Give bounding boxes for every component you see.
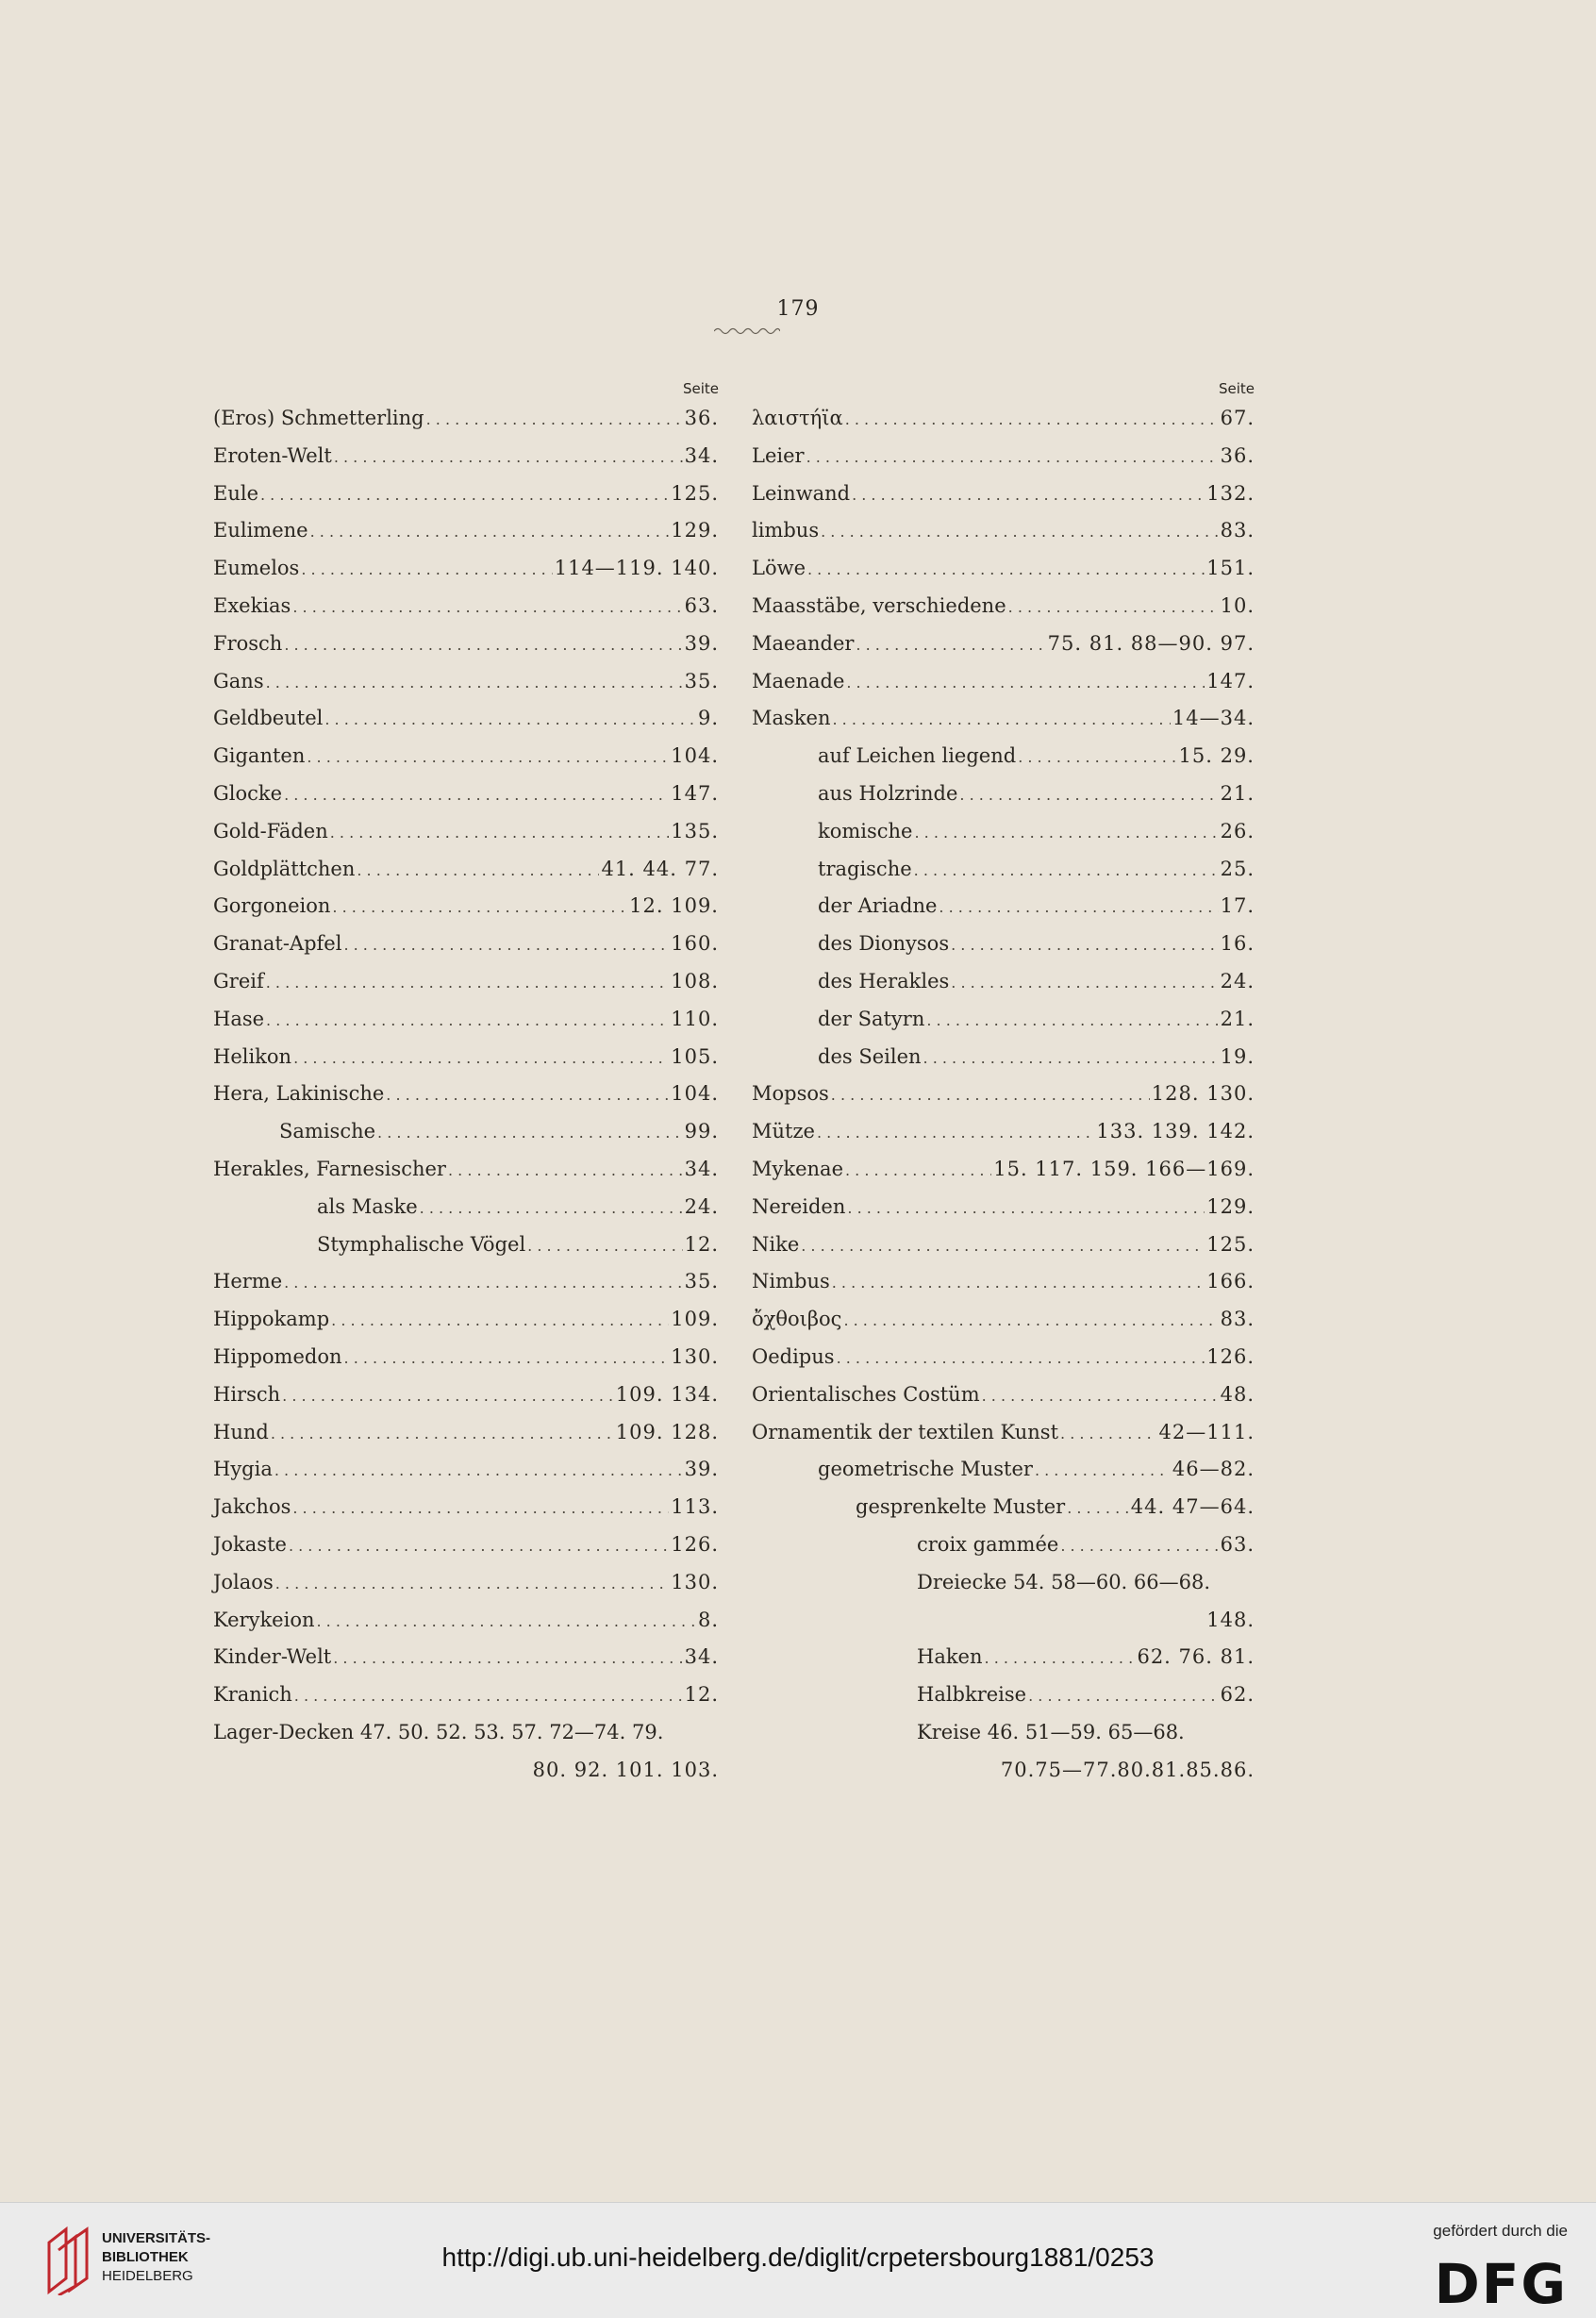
- index-entry: [752, 1339, 1255, 1376]
- index-page-refs: 128. 130.: [1151, 1082, 1255, 1106]
- index-page-refs: 109. 134.: [615, 1382, 719, 1406]
- index-entry: [752, 1451, 1255, 1489]
- index-page-refs: 114—119. 140.: [554, 557, 719, 580]
- index-term: Greif: [213, 969, 264, 992]
- index-term: Herakles, Farnesischer: [213, 1157, 446, 1180]
- dot-leader: [1008, 589, 1219, 626]
- dot-leader: [923, 1040, 1219, 1077]
- index-entry: [213, 1564, 719, 1602]
- index-page-refs: 26.: [1220, 819, 1255, 842]
- index-term: der Satyrn: [818, 1007, 925, 1030]
- index-entry: [752, 1113, 1255, 1151]
- index-entry: [213, 1076, 719, 1113]
- dot-leader: [846, 664, 1205, 702]
- permalink-url[interactable]: http://digi.ub.uni-heidelberg.de/diglit/crpetersbourg1881/0253: [441, 2243, 1155, 2272]
- dot-leader: [807, 551, 1205, 589]
- index-term: Frosch: [213, 631, 283, 655]
- index-term: Samische: [279, 1120, 376, 1143]
- dot-leader: [845, 1152, 991, 1190]
- index-page-refs: 44. 47—64.: [1130, 1495, 1255, 1519]
- dot-leader: [282, 1377, 614, 1415]
- index-entry: [213, 700, 719, 738]
- index-entry: [752, 625, 1255, 663]
- index-entry: [752, 475, 1255, 513]
- index-entry: [213, 1451, 719, 1489]
- index-entry: [752, 1414, 1255, 1452]
- index-page-refs: 15. 117. 159. 166—169.: [993, 1157, 1255, 1180]
- index-page-refs: 147.: [1206, 669, 1255, 692]
- index-page-refs: 108.: [671, 969, 719, 992]
- index-page-refs: 8.: [697, 1608, 719, 1631]
- index-entry: [752, 1639, 1255, 1676]
- index-entry: [213, 1526, 719, 1564]
- index-term: λαιστήϊα: [752, 407, 843, 429]
- index-term: Eumelos: [213, 557, 300, 580]
- index-page-refs: 104.: [671, 744, 719, 768]
- index-term: des Herakles: [818, 969, 950, 992]
- dot-leader: [847, 1190, 1205, 1227]
- index-entry: [213, 1414, 719, 1452]
- index-entry: [752, 400, 1255, 438]
- index-term: tragische: [818, 857, 912, 880]
- index-page-refs: 67.: [1220, 407, 1255, 429]
- index-term: Nimbus: [752, 1270, 830, 1293]
- index-entry: [213, 813, 719, 851]
- index-page-refs: 62.: [1220, 1683, 1255, 1707]
- index-entry: [213, 588, 719, 625]
- index-page-refs: 24.: [1220, 969, 1255, 992]
- dot-leader: [806, 439, 1219, 476]
- index-entry: [752, 1301, 1255, 1339]
- index-entry: [213, 1489, 719, 1526]
- index-page-refs: 35.: [684, 1270, 719, 1293]
- index-page-refs: 125.: [671, 481, 719, 505]
- index-page-refs: 105.: [671, 1044, 719, 1068]
- index-term: Kerykeion: [213, 1608, 315, 1631]
- index-entry: [213, 1226, 719, 1264]
- index-page-refs: 129.: [1206, 1194, 1255, 1218]
- index-entry: [752, 1226, 1255, 1264]
- index-term: Hirsch: [213, 1382, 281, 1406]
- library-name-line: HEIDELBERG: [102, 2268, 193, 2284]
- index-page-refs: 125.: [1206, 1232, 1255, 1256]
- index-term: Ornamentik der textilen Kunst: [752, 1420, 1059, 1443]
- index-term: (Eros) Schmetterling: [213, 407, 424, 429]
- index-page-refs: 147.: [671, 781, 719, 805]
- index-entry: [213, 1113, 719, 1151]
- dot-leader: [959, 776, 1218, 814]
- index-term: Hippomedon: [213, 1344, 342, 1368]
- index-list: [213, 400, 719, 1789]
- dot-leader: [307, 739, 669, 776]
- dot-leader: [310, 513, 670, 551]
- dot-leader: [939, 889, 1218, 926]
- index-term: Hase: [213, 1007, 265, 1030]
- index-entry: [752, 438, 1255, 475]
- dot-leader: [1067, 1490, 1129, 1527]
- index-entry: [213, 438, 719, 475]
- index-page-refs: 133. 139. 142.: [1096, 1120, 1255, 1143]
- index-entry: [213, 475, 719, 513]
- index-page-refs: 24.: [684, 1194, 719, 1218]
- index-entry: [752, 813, 1255, 851]
- dot-leader: [832, 1264, 1205, 1302]
- index-term: aus Holzrinde: [818, 781, 958, 805]
- index-page-refs: 63.: [684, 593, 719, 617]
- index-entry: [213, 1376, 719, 1414]
- dot-leader: [266, 664, 683, 702]
- index-entry: [752, 1151, 1255, 1189]
- index-page-refs: 21.: [1220, 781, 1255, 805]
- index-term: Dreiecke 54. 58—60. 66—68.: [917, 1570, 1211, 1593]
- dot-leader: [926, 1002, 1218, 1040]
- index-page-refs: 83.: [1220, 1308, 1255, 1331]
- dot-leader: [317, 1603, 696, 1641]
- index-entry: [752, 550, 1255, 588]
- index-column-left: [213, 377, 719, 1789]
- dot-leader: [266, 964, 670, 1002]
- index-term: Goldplättchen: [213, 857, 356, 880]
- index-page-refs: 110.: [671, 1007, 719, 1030]
- index-entry: [213, 400, 719, 438]
- index-entry: [213, 1301, 719, 1339]
- index-term: Jokaste: [213, 1532, 287, 1556]
- dot-leader: [951, 964, 1218, 1002]
- index-page-refs: 12.: [684, 1683, 719, 1707]
- seite-header: Seite: [682, 380, 719, 397]
- dot-leader: [856, 626, 1045, 664]
- index-page-refs: 19.: [1220, 1044, 1255, 1068]
- index-entry: [752, 1039, 1255, 1076]
- index-page-refs: 109. 128.: [615, 1420, 719, 1443]
- index-term: geometrische Muster: [818, 1458, 1033, 1481]
- index-term: ὄχθοιβος: [752, 1308, 842, 1331]
- seite-header: Seite: [1218, 380, 1255, 397]
- index-page-refs: 130.: [671, 1570, 719, 1593]
- index-page-refs: 12.: [684, 1232, 719, 1256]
- index-term: gesprenkelte Muster: [856, 1495, 1066, 1519]
- index-term: Nereiden: [752, 1194, 846, 1218]
- index-term: Hippokamp: [213, 1308, 330, 1331]
- index-entry: [213, 1676, 719, 1714]
- index-term: Mopsos: [752, 1082, 829, 1106]
- index-page-refs: 12. 109.: [629, 894, 719, 918]
- index-term: Hund: [213, 1420, 269, 1443]
- page-number: 179: [776, 297, 820, 321]
- index-page-refs: 16.: [1220, 932, 1255, 956]
- index-term: Leinwand: [752, 481, 851, 505]
- index-term: Gorgoneion: [213, 894, 331, 918]
- index-entry: [752, 1489, 1255, 1526]
- dot-leader: [982, 1377, 1219, 1415]
- dot-leader: [951, 926, 1218, 964]
- index-entry: [752, 888, 1255, 926]
- index-entry: [213, 1001, 719, 1039]
- index-entry: [213, 625, 719, 663]
- index-page-refs: 39.: [684, 1458, 719, 1481]
- dot-leader: [266, 1002, 669, 1040]
- index-entry: [213, 1151, 719, 1189]
- index-term: Geldbeutel: [213, 707, 324, 730]
- dot-leader: [527, 1227, 682, 1265]
- index-page-refs: 48.: [1220, 1382, 1255, 1406]
- index-entry-continuation: 70.75—77.80.81.85.86.: [1000, 1758, 1255, 1781]
- dot-leader: [1028, 1677, 1218, 1715]
- dot-leader: [284, 626, 682, 664]
- index-page-refs: 14—34.: [1172, 707, 1255, 730]
- index-entry: [213, 926, 719, 963]
- index-term: Stymphalische Vögel: [317, 1232, 526, 1256]
- dot-leader: [1035, 1452, 1171, 1490]
- index-term: Eule: [213, 481, 258, 505]
- dot-leader: [289, 1527, 669, 1565]
- dot-leader: [334, 439, 683, 476]
- index-entry: [752, 1001, 1255, 1039]
- index-entry: [752, 926, 1255, 963]
- index-term: Löwe: [752, 557, 806, 580]
- index-term: Kranich: [213, 1683, 292, 1707]
- index-entry: [213, 1639, 719, 1676]
- wavy-underline-icon: [714, 326, 780, 336]
- index-page-refs: 104.: [671, 1082, 719, 1106]
- index-column-right: [752, 377, 1255, 1789]
- index-page-refs: 41. 44. 77.: [601, 857, 719, 880]
- index-term: Jolaos: [213, 1570, 274, 1593]
- dot-leader: [301, 551, 552, 589]
- dot-leader: [377, 1114, 683, 1152]
- dot-leader: [294, 1677, 683, 1715]
- index-entry: [752, 1263, 1255, 1301]
- index-entry: [752, 1076, 1255, 1113]
- index-term: limbus: [752, 519, 820, 542]
- dot-leader: [324, 701, 696, 739]
- index-entry: [213, 1714, 719, 1752]
- index-entry: [752, 700, 1255, 738]
- index-entry: [213, 1189, 719, 1226]
- index-term: Jakchos: [213, 1495, 291, 1519]
- dot-leader: [914, 852, 1219, 890]
- index-entry: [213, 1263, 719, 1301]
- dfg-logo: DFG: [1434, 2252, 1568, 2316]
- index-term: Glocke: [213, 781, 283, 805]
- index-page-refs: 135.: [671, 819, 719, 842]
- dot-leader: [852, 476, 1205, 514]
- dot-leader: [386, 1076, 669, 1114]
- dot-leader: [831, 1076, 1150, 1114]
- index-entry: [752, 1676, 1255, 1714]
- index-page-refs: 10.: [1220, 593, 1255, 617]
- index-page-refs: 35.: [684, 669, 719, 692]
- dot-leader: [284, 1264, 682, 1302]
- index-list: [752, 400, 1255, 1789]
- index-term: Halbkreise: [917, 1683, 1027, 1707]
- dot-leader: [1060, 1415, 1157, 1453]
- index-term: Orientalisches Costüm: [752, 1382, 980, 1406]
- index-entry: [213, 888, 719, 926]
- index-term: Masken: [752, 707, 831, 730]
- dot-leader: [821, 513, 1219, 551]
- index-page-refs: 9.: [697, 707, 719, 730]
- index-term: Granat-Apfel: [213, 932, 342, 956]
- dot-leader: [274, 1452, 683, 1490]
- index-page-refs: 99.: [684, 1120, 719, 1143]
- index-term: der Ariadne: [818, 894, 938, 918]
- dot-leader: [293, 1040, 669, 1077]
- index-page-refs: 39.: [684, 631, 719, 655]
- index-entry: [213, 550, 719, 588]
- index-entry: [213, 851, 719, 889]
- dot-leader: [284, 776, 669, 814]
- dot-leader: [832, 701, 1170, 739]
- index-term: Leier: [752, 443, 805, 467]
- index-entry: [752, 738, 1255, 775]
- index-page-refs: 129.: [671, 519, 719, 542]
- index-page-refs: 36.: [1220, 443, 1255, 467]
- dot-leader: [344, 1340, 670, 1377]
- index-term: Eroten-Welt: [213, 443, 332, 467]
- index-term: Mütze: [752, 1120, 815, 1143]
- index-page-refs: 109.: [671, 1308, 719, 1331]
- index-page-refs: 113.: [671, 1495, 719, 1519]
- index-term: Mykenae: [752, 1157, 843, 1180]
- index-term: croix gammée: [917, 1532, 1059, 1556]
- dot-leader: [1018, 739, 1176, 776]
- dot-leader: [331, 1302, 669, 1340]
- index-page-refs: 83.: [1220, 519, 1255, 542]
- index-term: als Maske: [317, 1194, 418, 1218]
- index-entry: [752, 588, 1255, 625]
- dot-leader: [260, 476, 669, 514]
- index-page-refs: 126.: [671, 1532, 719, 1556]
- index-page-refs: 21.: [1220, 1007, 1255, 1030]
- dot-leader: [801, 1227, 1205, 1265]
- index-term: Gold-Fäden: [213, 819, 328, 842]
- index-entry: [213, 738, 719, 775]
- index-term: Haken: [917, 1645, 983, 1669]
- dot-leader: [1060, 1527, 1218, 1565]
- index-term: des Seilen: [818, 1044, 922, 1068]
- library-name-line: BIBLIOTHEK: [102, 2249, 189, 2265]
- index-page-refs: 36.: [684, 407, 719, 429]
- index-page-refs: 160.: [671, 932, 719, 956]
- index-page-refs: 25.: [1220, 857, 1255, 880]
- index-term: auf Leichen liegend: [818, 744, 1017, 768]
- dot-leader: [357, 852, 599, 890]
- index-term: Kreise 46. 51—59. 65—68.: [917, 1720, 1185, 1743]
- index-term: Exekias: [213, 593, 291, 617]
- index-term: Eulimene: [213, 519, 308, 542]
- index-term: Kinder-Welt: [213, 1645, 332, 1669]
- index-entry: [213, 775, 719, 813]
- index-page-refs: 126.: [1206, 1344, 1255, 1368]
- dot-leader: [915, 814, 1219, 852]
- dot-leader: [426, 401, 683, 439]
- index-page-refs: 151.: [1206, 557, 1255, 580]
- dot-leader: [333, 1640, 682, 1677]
- dot-leader: [448, 1152, 683, 1190]
- library-name-line: UNIVERSITÄTS-: [102, 2230, 211, 2246]
- index-entry: [752, 851, 1255, 889]
- index-page-refs: 34.: [684, 443, 719, 467]
- index-page-refs: 130.: [671, 1344, 719, 1368]
- dot-leader: [330, 814, 670, 852]
- dot-leader: [420, 1190, 683, 1227]
- index-term: Hera, Lakinische: [213, 1082, 385, 1106]
- index-entry: [752, 963, 1255, 1001]
- index-term: Maeander: [752, 631, 855, 655]
- dot-leader: [332, 889, 627, 926]
- index-term: Herme: [213, 1270, 283, 1293]
- index-entry: [213, 963, 719, 1001]
- index-term: des Dionysos: [818, 932, 950, 956]
- index-entry: [213, 663, 719, 701]
- index-page-refs: 34.: [684, 1157, 719, 1180]
- index-term: Lager-Decken 47. 50. 52. 53. 57. 72—74. 79.: [213, 1720, 664, 1743]
- dot-leader: [275, 1565, 670, 1603]
- viewer-footer: [0, 2202, 1596, 2318]
- funding-label: gefördert durch die: [1433, 2222, 1568, 2240]
- index-page-refs: 42—111.: [1158, 1420, 1255, 1443]
- index-entry: [752, 1376, 1255, 1414]
- dot-leader: [271, 1415, 614, 1453]
- index-page-refs: 46—82.: [1172, 1458, 1255, 1481]
- dot-leader: [845, 401, 1219, 439]
- index-entry-continuation: 80. 92. 101. 103.: [532, 1758, 719, 1781]
- index-entry: [213, 1339, 719, 1376]
- index-page-refs: 15. 29.: [1178, 744, 1255, 768]
- index-entry: [752, 1564, 1255, 1602]
- index-term: Hygia: [213, 1458, 273, 1481]
- index-term: Gans: [213, 669, 264, 692]
- index-page-refs: 62. 76. 81.: [1137, 1645, 1255, 1669]
- dot-leader: [817, 1114, 1094, 1152]
- index-entry: [213, 1602, 719, 1640]
- index-entry: [213, 1039, 719, 1076]
- index-page-refs: 132.: [1206, 481, 1255, 505]
- index-page-refs: 75. 81. 88—90. 97.: [1047, 631, 1255, 655]
- index-entry: [752, 1526, 1255, 1564]
- index-entry-continuation: 148.: [1206, 1608, 1255, 1631]
- dot-leader: [985, 1640, 1136, 1677]
- index-term: Maasstäbe, verschiedene: [752, 593, 1006, 617]
- dot-leader: [837, 1340, 1205, 1377]
- index-entry: [752, 663, 1255, 701]
- index-term: Nike: [752, 1232, 800, 1256]
- index-entry: [752, 775, 1255, 813]
- index-entry: [752, 1714, 1255, 1752]
- index-entry: [752, 1189, 1255, 1226]
- dot-leader: [292, 589, 682, 626]
- index-entry: [213, 512, 719, 550]
- index-term: Maenade: [752, 669, 845, 692]
- dot-leader: [843, 1302, 1218, 1340]
- index-page-refs: 166.: [1206, 1270, 1255, 1293]
- dot-leader: [292, 1490, 669, 1527]
- index-page-refs: 34.: [684, 1645, 719, 1669]
- index-page-refs: 63.: [1220, 1532, 1255, 1556]
- index-entry: [752, 512, 1255, 550]
- index-page-refs: 17.: [1220, 894, 1255, 918]
- index-term: Oedipus: [752, 1344, 835, 1368]
- index-term: komische: [818, 819, 913, 842]
- dot-leader: [343, 926, 669, 964]
- index-term: Giganten: [213, 744, 306, 768]
- index-term: Helikon: [213, 1044, 292, 1068]
